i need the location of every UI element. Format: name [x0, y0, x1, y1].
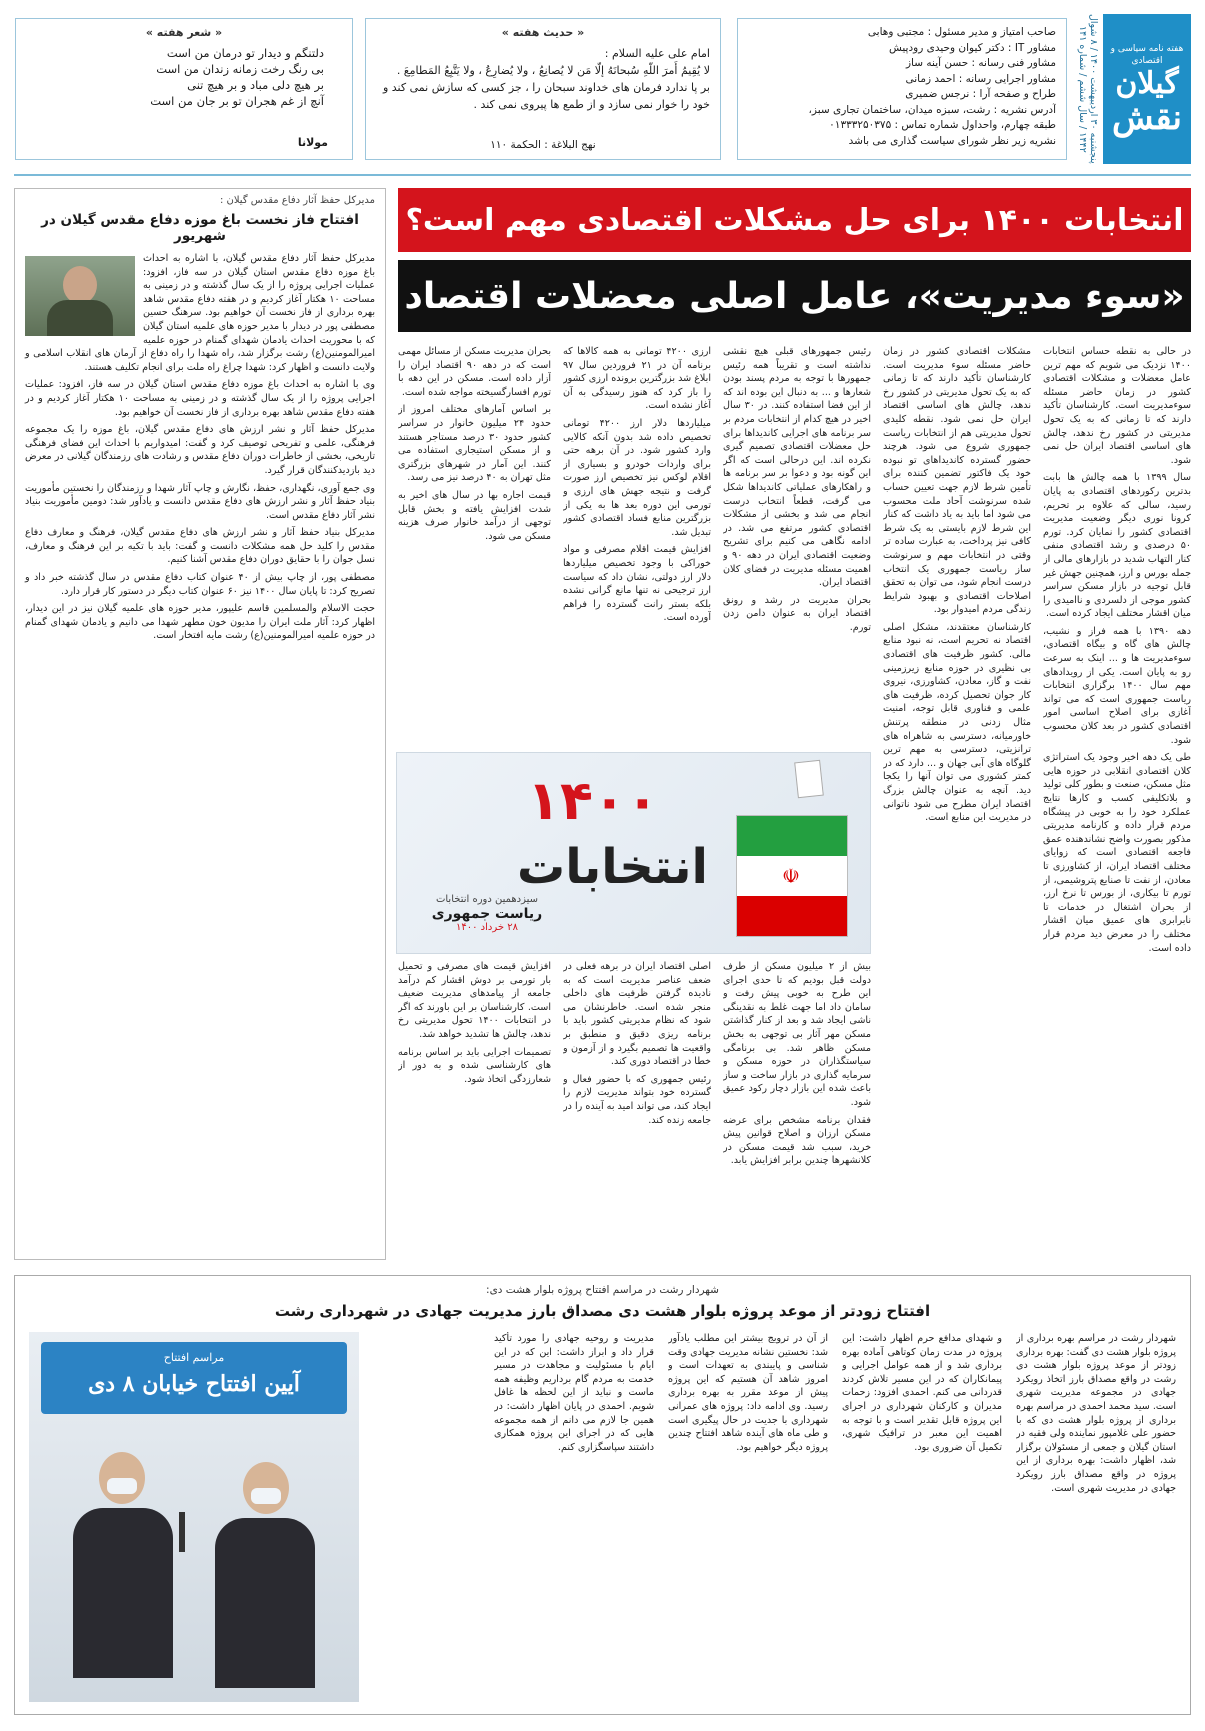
paragraph: مدیرکل بنیاد حفظ آثار و نشر ارزش های دفاع مقدس گیلان، فرهنگ و معارف دفاع مقدس را کلید حل همه مشکلات دانست و گفت: باید با تکیه بر این فرهنگ و معارف، نسل جوان را با حقایق دوران دفاع مقدس آشنا کنیم.	[25, 527, 375, 566]
paragraph: سال ۱۳۹۹ با همه چالش ها بابت بدترین رکوردهای اقتصادی به پایان رسید، سالی که علاوه بر تحریم، کرونا نوری دیگر وضعیت مدیریت اقتصادی کشور را نمایان کرد. تورم ۵۰ درصدی و رشد اقتصادی منفی کنار التهاب شدید در بازارهای مالی از جمله بورس و ارز، همچنین جهش غیر قابل توجیه در بازار مسکن سراسر کشور موجی از دلسردی و ناامیدی را میان اقشار مختلف ایجاد کرده است.	[1043, 472, 1191, 620]
main-article-column-2	[883, 345, 1031, 1260]
credits-box	[737, 18, 1067, 160]
hadith-box	[365, 18, 721, 160]
flag-stripe-red	[737, 896, 847, 936]
paragraph: مدیریت و روحیه جهادی را مورد تأکید قرار داد و ابراز داشت: این که در این ایام با مسئولیت و مجاهدت در مسیر خدمت به مردم گام برداریم وظیفه همه ماست و نباید از این لحظه ها غافل شویم. احمدی در پایان اظهار داشت: در همین جا لازم می دانم از همه مجموعه هایی که در اجرای این پروژه همکاری داشتند سپاسگزاری کنم.	[494, 1333, 654, 1453]
paragraph: مدیرکل حفظ آثار و نشر ارزش های دفاع مقدس گیلان، باغ موزه را یک مجموعه فرهنگی، علمی و تفریحی توصیف کرد و گفت: امیدواریم با احداث این فضای فرهنگی تاریخی، بخشی از خاطرات دوران دفاع مقدس و رشادت های رزمندگان گیلانی در معرض دید بازدیدکنندگان قرار گیرد.	[25, 424, 375, 476]
main-article-column-5-lower	[398, 960, 551, 1260]
poem-line: آنچ از غم هجران تو بر جان من است	[150, 94, 324, 108]
ceremony-banner	[41, 1342, 347, 1414]
headline-red-banner: انتخابات ۱۴۰۰ برای حل مشکلات اقتصادی مهم است؟	[398, 188, 1191, 252]
paragraph: افزایش قیمت اقلام مصرفی و مواد خوراکی با وجود تخصیص میلیاردها دلار ارز دولتی، نشان داد که سیاست ارز ترجیحی نه تنها مانع گرانی نشده بلکه بستر رانت گسترده را فراهم آورده است.	[563, 544, 711, 624]
paragraph: بر اساس آمارهای مختلف امروز از حدود ۲۴ میلیون خانوار در سراسر کشور حدود ۳۰ درصد مستاجر هستند و از مسکن استیجاری استفاده می کنند. این آمار در شهرهای بزرگتری مثل تهران به ۴۰ درصد نیز می رسد.	[398, 404, 551, 484]
paragraph: مدیرکل حفظ آثار دفاع مقدس گیلان، با اشاره به احداث باغ موزه دفاع مقدس استان گیلان در سه فاز، افزود: عملیات اجرایی پروژه را از یک سال گذشته و در زمینی به مساحت ۱۰ هکتار آغاز کردیم و در هفته دفاع مقدس شاهد بهره برداری از فاز نخست آن خواهیم بود. سرهنگ حسین مصطفی پور در دیدار با مدیر حوزه های علمیه استان گیلان که با محوریت احداث یادمان شهدای گمنام در حوزه علمیه امیرالمومنین(ع) رشت برگزار شد، راه شهدا را راه دفاع از آرمان های انقلاب اسلامی و ولایت دانست و اظهار کرد: شهدا چراغ راه ملت برای انجام تکلیف هستند.	[25, 253, 375, 373]
election-caption-top: سیزدهمین دوره انتخابات	[435, 894, 539, 905]
hadith-source: نهج البلاغة : الحكمة ۱۱۰	[490, 139, 596, 151]
election-caption-main: ریاست جمهوری	[431, 906, 543, 922]
election-caption	[417, 893, 557, 935]
ceremony-banner-small-text: مراسم افتتاح	[163, 1351, 225, 1364]
officer-portrait-photo	[25, 256, 135, 336]
side-article-kicker: مدیرکل حفظ آثار دفاع مقدس گیلان :	[219, 195, 375, 206]
poem-box	[15, 18, 353, 160]
poem-line: دلتنگم و دیدار تو درمان من است	[166, 46, 324, 60]
face-mask	[251, 1488, 281, 1504]
ceremony-banner-title: آیین افتتاح خیابان ۸ دی	[88, 1371, 300, 1397]
flag-stripe-green	[737, 816, 847, 856]
masthead	[14, 14, 1191, 176]
bottom-article-column-3	[668, 1332, 828, 1702]
microphone-icon	[179, 1512, 185, 1552]
paragraph: مشکلات اقتصادی کشور در زمان حاضر مسئله سوء مدیریت است. کارشناسان تأکید دارند که تا زمانی که به یک تحول مدیریتی در کشور رخ ندهد، چالش های اساسی اقتصاد ایران حل نمی شود. نقطه کلیدی تحول مدیریتی هم از انتخابات ریاست جمهوری شروع می شود. هرچند حضور گسترده کاندیداهای تو نبوده خود یک فاکتور تضمین کننده برای تأمین شرط لازم جهت تعیین حساب شده سرنوشت آحاد ملت محسوب می شود اما باید به یاد داشت که کنار این شرط لازم بایستی به یک شرط کافی نیز پرداخت، به عبارت ساده تر وقتی در انتخابات مهم و سرنوشت ساز ریاست جمهوری یک انتخاب درست انجام شود، می توان به تحقق اصلاحات اقتصادی و بهبود شرایط زندگی مردم امیدوار بود.	[883, 346, 1031, 616]
paragraph: کارشناسان معتقدند، مشکل اصلی اقتصاد نه تحریم است، نه نبود منابع مالی. کشور ظرفیت های اقتصادی بی نظیری در حوزه منابع زیرزمینی نفت و گاز، معادن، کشاورزی، نیروی کار جوان تحصیل کرده، ظرفیت های علمی و فناوری قابل توجه، امنیت مثال زدنی در منطقه پرتنش خاورمیانه، دسترسی به شاهراه های ترانزیتی، دسترسی به مهم ترین گلوگاه های آبی جهان و ... دارد که در کمتر کشوری می توان آنها را یکجا دید. آنچه به عنوان چالش بزرگ اقتصاد ایران مطرح می شود ناتوانی در مدیریت این منابع است.	[883, 621, 1031, 824]
paragraph: اصلی اقتصاد ایران در برهه فعلی در ضعف عناصر مدیریت است که به نادیده گرفتن ظرفیت های داخلی منجر شده است. خاطرنشان می شود که نظام مدیریتی کشور باید با برنامه ریزی دقیق و منطبق بر واقعیت ها تصمیم بگیرد و از آزمون و خطا در اقتصاد دوری کند.	[563, 961, 711, 1068]
poem-author: مولانا	[297, 136, 328, 149]
paragraph: وی جمع آوری، نگهداری، حفظ، نگارش و چاپ آثار شهدا و رزمندگان را نخستین مأموریت بنیاد حفظ آثار و نشر ارزش های دفاع مقدس دانست و یادآور شد: دومین مأموریت بنیاد نشر آثار دفاع مقدس است.	[25, 482, 375, 521]
poem-title: « شعر هفته »	[145, 26, 223, 39]
iran-emblem-icon: ☫	[782, 864, 800, 888]
poem-line: بی رنگ رخت زمانه زندان من است	[156, 62, 324, 76]
main-article-column-1	[1043, 345, 1191, 1260]
bottom-article-title: افتتاح زودتر از موعد پروژه بلوار هشت دی مصداق بارز مدیریت جهادی در شهرداری رشت	[274, 1302, 931, 1320]
credit-line: آدرس نشریه : رشت، سبزه میدان، ساختمان تجاری سبز،	[808, 103, 1056, 116]
credit-line: طراح و صفحه آرا : نرجس ضمیری	[905, 88, 1056, 100]
bottom-article	[14, 1275, 1191, 1715]
paragraph: در حالی به نقطه حساس انتخابات ۱۴۰۰ نزدیک می شویم که مهم ترین عامل معضلات و مشکلات اقتصادی کشور در زمان حاضر مسئله سوءمدیریت است. کارشناسان تأکید دارند که تا زمانی که به یک تحول مدیریتی در کشور رخ ندهد، چالش های اساسی اقتصاد ایران حل نمی شود.	[1043, 346, 1191, 466]
paragraph: دهه ۱۳۹۰ با همه فراز و نشیب، چالش های گاه و بیگاه اقتصادی، سوءمدیریت ها و ... اینک به سرعت رو به پایان است. یکی از رویدادهای مهم سال ۱۴۰۰ برگزاری انتخابات ریاست جمهوری است که می تواند آغازی برای اصلاح اساسی امور اقتصادی کشور در بعد کلان محسوب شود.	[1043, 625, 1191, 746]
newspaper-logo	[1103, 14, 1191, 164]
bottom-article-column-4	[494, 1332, 654, 1702]
election-year-number: ۱۴۰۰	[527, 769, 659, 832]
poem-line: بر هیچ دلی مباد و بر هیچ تنی	[187, 78, 324, 92]
paragraph: رئیس جمهوری که با حضور فعال و گسترده خود بتواند مدیریت لازم را ایجاد کند، می تواند امید به آینده را در جامعه زنده کند.	[563, 1073, 711, 1126]
paragraph: بیش از ۲ میلیون مسکن از طرف دولت قبل بودیم که تا حدی اجرای این طرح به خوبی پیش رفت و سامان داد اما جهت غلط به نقدینگی ناشی ایجاد شد و بعد از کنار گذاشتن مسکن مهر آثار بی توجهی به بخش مسکن ظاهر شد. بی برنامگی سیاستگذاران در حوزه مسکن و سرمایه گذاری در بازار ساخت و ساز باعث شده این بازار دچار رکود عمیق شود.	[723, 961, 871, 1108]
logo-name-line1: گیلان	[1115, 66, 1179, 101]
hadith-line: بر پا ندارد فرمان های خداوند سبحان را ، جز کسی که سازش نمی کند و خود را خوار نمی سازد و از طمع ها پیروی نمی کند .	[382, 81, 710, 111]
headline-black-banner: «سوء مدیریت»، عامل اصلی معضلات اقتصاد	[398, 260, 1191, 332]
credit-line: مشاور فنی رسانه : حسن آینه ساز	[905, 57, 1056, 69]
credit-line: طبقه چهارم، واحداول شماره تماس : ۰۱۳۳۳۲۵۰۳۷۵	[829, 119, 1056, 131]
paragraph: ارزی ۴۲۰۰ تومانی به همه کالاها که برنامه آن در ۲۱ فروردین سال ۹۷ ابلاغ شد بزرگترین برونده ارزی کشور را باز کرد که هنوز رسیدگی به آن آغاز نشده است.	[563, 346, 711, 412]
portrait-head	[63, 266, 97, 304]
paragraph: فقدان برنامه مشخص برای عرضه مسکن ارزان و اصلاح قوانین پیش خرید، سبب شد قیمت مسکن در کلانشهرها چندین برابر افزایش یابد.	[723, 1114, 871, 1167]
credit-line: صاحب امتیاز و مدیر مسئول : مجتبی وهابی	[867, 26, 1056, 38]
ceremony-photo	[29, 1332, 359, 1702]
paragraph: بحران مدیریت در رشد و رونق اقتصاد ایران به عنوان دامن زدن تورم.	[723, 594, 871, 633]
main-article-column-5	[398, 345, 551, 745]
paragraph: میلیاردها دلار ارز ۴۲۰۰ تومانی تخصیص داده شد بدون آنکه کالایی وارد کشور شود. در آن برهه حتی برای واردات خودرو و بسیاری از اقلام لوکس نیز تخصیص ارز صورت گرفت و نتیجه جهش های ارزی و تورمی این دوره بعد ها به یکی از بزرگترین منابع فساد اقتصادی کشور تبدیل شد.	[563, 417, 711, 538]
election-caption-date: ۲۸ خرداد ۱۴۰۰	[456, 922, 518, 933]
hadith-line: لا يُقِيمُ أَمرَ اللّهِ سُبحانَهُ إلّا مَن لا يُصانِعُ ، ولا يُضارِعُ ، ولا يَتَّبِعُ المَطامِعَ .	[396, 64, 710, 77]
bottom-article-column-2	[842, 1332, 1002, 1702]
paragraph: شهردار رشت در مراسم بهره برداری از پروژه بلوار هشت دی گفت: بهره برداری زودتر از موعد پروژه بلوار هشت دی رشت در واقع مصداق بارز اتخاذ رویکرد جهادی در مجموعه مدیریت شهری است. سید محمد احمدی در مراسم بهره برداری از پروژه بلوار هشت دی که با حضور علی غلامپور نماینده ولی فقیه در استان گیلان و جمعی از مسئولان برگزار شد، اظهار داشت: بهره برداری از این پروژه در واقع مصداق بارز رویکرد جهادی در مدیریت شهری است.	[1016, 1333, 1176, 1494]
main-article-column-3	[723, 345, 871, 745]
paragraph: افزایش قیمت های مصرفی و تحمیل بار تورمی بر دوش اقشار کم درآمد جامعه از پیامدهای مدیریت ضعیف است. کارشناسان بر این باورند که اگر در انتخابات ۱۴۰۰ تحول مدیریتی رخ ندهد، چالش ها تشدید خواهد شد.	[398, 961, 551, 1040]
hadith-line: امام علی علیه السلام :	[604, 47, 710, 60]
issue-date-strip: پنجشنبه ۳۰ اردیبهشت ۱۴۰۰ / ۸ شوال ۱۴۴۲ / سال ششم / شماره ۱۴۱	[1077, 14, 1099, 164]
main-article-column-4	[563, 345, 711, 745]
paragraph: وی با اشاره به احداث باغ موزه دفاع مقدس استان گیلان در سه فاز، افزود: عملیات اجرایی پروژه را از یک سال گذشته و در زمینی به مساحت ۱۰ هکتار آغاز کردیم و در هفته دفاع مقدس شاهد بهره برداری از فاز نخست آن خواهیم بود.	[25, 379, 375, 418]
election-1400-image	[396, 752, 871, 954]
credit-line: نشریه زیر نظر شورای سیاست گذاری می باشد	[848, 134, 1056, 147]
side-article-title: افتتاح فاز نخست باغ موزه دفاع مقدس گیلان در شهریور	[41, 212, 359, 244]
hadith-title: « حدیث هفته »	[501, 26, 585, 39]
paragraph: حجت الاسلام والمسلمین قاسم علیپور، مدیر حوزه های علمیه گیلان نیز در این دیدار، اظهار کرد: آثار ملت ایران را مدیون خون مطهر شهدا می دانیم و یادمان شهدای گمنام در حوزه علمیه امیرالمومنین(ع) رشت مایه افتخار است.	[25, 603, 375, 642]
paragraph: تصمیمات اجرایی باید بر اساس برنامه های کارشناسی شده و به دور از شعارزدگی اتخاذ شود.	[398, 1046, 551, 1085]
face-mask	[107, 1478, 137, 1494]
paragraph: رئیس جمهورهای قبلی هیچ نقشی نداشته است و تقریباً همه رئیس جمهورها با توجه به مردم پسند بودن شعارها و ... به دنبال این بوده اند که از این فضا استفاده کنند. در ۳۰ سال اخیر در هیچ کدام از انتخابات مردم بر سر برنامه های اجرایی کاندیداها برای حل معضلات اقتصادی تصمیم گیری نکرده اند. این درحالی است که اگر این گونه بود و دعوا بر سر برنامه ها و راهکارهای عملیاتی کاندیداها شکل می گرفت، قطعاً انتخاب درست انجام می شد و بخشی از مشکلات اقتصادی کشور مرتفع می شد. در ادامه نگاهی می کنیم برای تشریح وضعیت اقتصادی ایران در دهه ۹۰ و اهمیت مسئله مدیریت در فضای کلان اقتصاد ایران.	[723, 346, 871, 589]
logo-tagline: هفته نامه سیاسی و اقتصادی	[1110, 44, 1184, 66]
credit-line: مشاور IT : دکتر کیوان وحیدی رودپیش	[888, 41, 1056, 54]
bottom-article-kicker: شهردار رشت در مراسم افتتاح پروژه بلوار هشت دی:	[486, 1284, 719, 1296]
paragraph: طی یک دهه اخیر وجود یک استراتژی کلان اقتصادی انقلابی در حوزه هایی مثل مسکن، صنعت و بطور کلی تولید و بلاتکلیفی کسب و کارها نتایج عملکرد خود را به خوبی در پیشگاه مردم قرار داده و کارنامه مدیریتی مذکور بصورت واضح نشاندهنده عمق فاجعه اقتصادی است که زوایای مختلف اقتصاد ایران، از کشاورزی تا معادن، از نفت تا صنایع پتروشیمی، از تورم تا بیکاری، از بورس تا نرخ ارز، از بحران اشتغال در خدمات تا نابرابری های عمیق میان اقشار مختلف را در معرض دید مردم قرار داده است.	[1043, 752, 1191, 954]
official-figure-left	[69, 1452, 179, 1702]
portrait-body	[47, 300, 113, 336]
paragraph: و شهدای مدافع حرم اظهار داشت: این پروژه در مدت زمان کوتاهی آماده بهره برداری شد و از همه عوامل اجرایی و پیمانکاران که در این مسیر تلاش کردند قدردانی می کنم. احمدی افزود: زحمات مدیران و کارکنان شهرداری در اجرای این پروژه قابل تقدیر است و با توجه به اهمیت این معبر در ترافیک شهری، تکمیل آن ضروری بود.	[842, 1333, 1002, 1453]
official-figure-right	[209, 1462, 319, 1702]
figure-body	[215, 1518, 315, 1688]
ballot-paper-icon	[794, 760, 824, 799]
figure-body	[73, 1508, 173, 1678]
side-article	[14, 188, 386, 1260]
election-word: انتخابات	[517, 839, 708, 895]
ballot-box-icon	[736, 815, 848, 937]
logo-name-line2: نقش	[1112, 98, 1183, 138]
main-article-column-3-lower	[723, 960, 871, 1260]
paragraph: بحران مدیریت مسکن از مسائل مهمی است که در دهه ۹۰ اقتصاد ایران را آزار داده است. مسکن در این دهه با تورم افسارگسیخته مواجه شده است.	[398, 346, 551, 398]
credit-line: مشاور اجرایی رسانه : احمد زمانی	[905, 72, 1056, 85]
paragraph: مصطفی پور، از چاپ بیش از ۴۰ عنوان کتاب دفاع مقدس در سال گذشته خبر داد و تصریح کرد: تا پایان سال ۱۴۰۰ نیز ۶۰ عنوان کتاب دیگر در دستور کار قرار دارد.	[25, 572, 375, 597]
paragraph: قیمت اجاره بها در سال های اخیر به شدت افزایش یافته و بخش قابل توجهی از درآمد خانوار صرف هزینه مسکن می شود.	[398, 489, 551, 542]
bottom-article-column-1	[1016, 1332, 1176, 1702]
side-article-body	[25, 252, 375, 643]
main-article-column-4-lower	[563, 960, 711, 1260]
paragraph: از آن در ترویج بیشتر این مطلب یادآور شد: نخستین نشانه مدیریت جهادی وقت شناسی و پایبندی به تعهدات است و امروز شاهد آن هستیم که این پروژه پیش از موعد مقرر به بهره برداری رسید. وی ادامه داد: پروژه های عمرانی شهرداری با جدیت در حال پیگیری است و طی ماه های آینده شاهد افتتاح چندین پروژه دیگر خواهیم بود.	[668, 1333, 828, 1453]
